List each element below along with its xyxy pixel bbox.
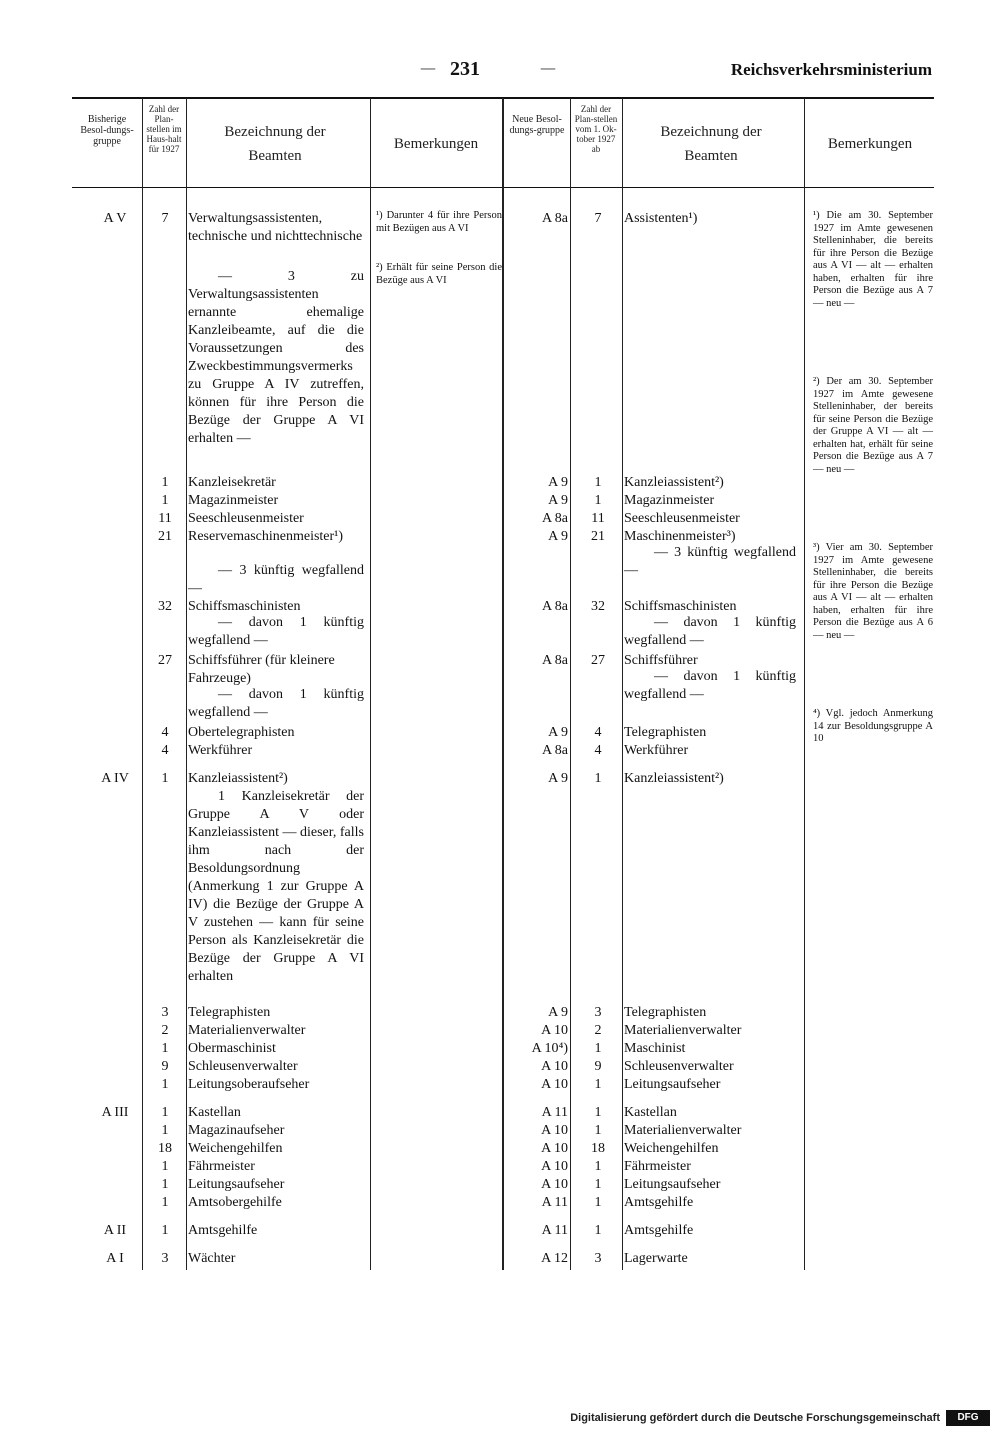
cell-new-count: 1	[594, 1159, 602, 1174]
cell-old-count: 1	[161, 1123, 169, 1138]
cell-new-count: 7	[594, 211, 602, 226]
cell-new-count: 3	[594, 1251, 602, 1266]
cell-new-count: 4	[594, 725, 602, 740]
header-old-remarks: Bemerkungen	[393, 136, 479, 152]
cell-old-group: A III	[101, 1105, 129, 1120]
cell-old-count: 3	[161, 1005, 169, 1020]
cell-old-desc: Materialienverwalter	[188, 1023, 306, 1038]
cell-old-count: 2	[161, 1023, 169, 1038]
remark-new-4: ⁴) Vgl. jedoch Anmerkung 14 zur Besoldungsgruppe A 10	[813, 708, 933, 744]
remark-old-1: ¹) Darunter 4 für ihre Person mit Bezügen aus A VI	[376, 210, 502, 234]
cell-new-count: 27	[591, 653, 605, 668]
cell-old-count: 32	[158, 599, 172, 614]
cell-old-count: 7	[161, 211, 169, 226]
subnote-schiffsfuehrer-new: — davon 1 künftig wegfallend —	[624, 669, 796, 702]
cell-old-count: 4	[161, 743, 169, 758]
column-divider	[622, 98, 623, 1270]
cell-new-count: 1	[594, 475, 602, 490]
running-title: Reichsverkehrsministerium	[730, 60, 932, 79]
cell-new-desc: Maschinist	[624, 1041, 686, 1056]
dash-right: —	[540, 58, 556, 77]
cell-old-group: A V	[103, 211, 127, 226]
cell-old-desc: Schleusenverwalter	[188, 1059, 298, 1074]
cell-old-desc: Telegraphisten	[188, 1005, 271, 1020]
cell-old-desc: Schiffsmaschinisten	[188, 599, 301, 614]
cell-old-desc: Magazinmeister	[188, 493, 279, 508]
cell-old-count: 3	[161, 1251, 169, 1266]
cell-old-count: 4	[161, 725, 169, 740]
cell-new-count: 9	[594, 1059, 602, 1074]
cell-new-group: A 9	[548, 493, 568, 508]
remark-old-2: ²) Erhält für seine Person die Bezüge aus A VI	[376, 262, 502, 286]
footer-text: Digitalisierung gefördert durch die Deutsche Forschungsgemeinschaft	[570, 1412, 940, 1424]
cell-new-count: 2	[594, 1023, 602, 1038]
cell-new-count: 1	[594, 771, 602, 786]
cell-old-desc: Obermaschinist	[188, 1041, 276, 1056]
cell-old-count: 18	[158, 1141, 172, 1156]
cell-new-group: A 10	[541, 1059, 568, 1074]
subnote-schiffsmaschinisten-new: — davon 1 künftig wegfallend —	[624, 615, 796, 648]
column-divider	[570, 98, 571, 1270]
subnote-schiffsfuehrer: — davon 1 künftig wegfallend —	[188, 687, 364, 720]
cell-new-count: 18	[591, 1141, 605, 1156]
cell-new-desc: Seeschleusenmeister	[624, 511, 740, 526]
cell-old-count: 1	[161, 1105, 169, 1120]
cell-new-group: A 10	[541, 1159, 568, 1174]
cell-new-desc: Kastellan	[624, 1105, 677, 1120]
cell-old-desc: Fährmeister	[188, 1159, 255, 1174]
cell-new-count: 4	[594, 743, 602, 758]
cell-new-desc: Schleusenverwalter	[624, 1059, 734, 1074]
cell-new-group: A 10⁴)	[531, 1041, 568, 1056]
cell-new-group: A 9	[548, 725, 568, 740]
cell-old-count: 1	[161, 1195, 169, 1210]
cell-new-count: 1	[594, 1123, 602, 1138]
cell-old-desc: Amtsgehilfe	[188, 1223, 258, 1238]
cell-new-desc: Schiffsführer	[624, 653, 698, 668]
cell-new-group: A 11	[541, 1223, 568, 1238]
cell-new-group: A 8a	[541, 653, 568, 668]
cell-new-desc: Leitungsaufseher	[624, 1177, 721, 1192]
subnote-av: — 3 zu Verwaltungsassistenten ernannte ehemalige Kanzleibeamte, auf die die Voraussetzungen des Zweckbestimmungsvermerks zu Gruppe A IV zutreffen, können für ihre Person die Bezüge der Gruppe A VI erhalten —	[188, 269, 364, 446]
header-new-desc: Bezeichnung der Beamten	[660, 124, 762, 164]
cell-new-count: 1	[594, 1223, 602, 1238]
cell-old-group: A IV	[101, 771, 129, 786]
dfg-logo: DFG	[946, 1410, 990, 1426]
cell-old-desc: Leitungsaufseher	[188, 1177, 285, 1192]
cell-old-desc: Leitungsoberaufseher	[188, 1077, 310, 1092]
cell-old-count: 9	[161, 1059, 169, 1074]
column-divider	[370, 98, 371, 1270]
cell-old-desc: Magazinaufseher	[188, 1123, 285, 1138]
cell-new-count: 11	[591, 511, 605, 526]
cell-new-group: A 9	[548, 771, 568, 786]
subnote-maschinenmeister-new: — 3 künftig wegfallend —	[624, 545, 796, 578]
cell-new-group: A 10	[541, 1141, 568, 1156]
column-divider	[142, 98, 143, 1270]
cell-new-desc: Maschinenmeister³)	[624, 529, 736, 544]
cell-old-count: 11	[158, 511, 172, 526]
page-number: 231	[450, 58, 480, 80]
cell-new-group: A 10	[541, 1077, 568, 1092]
cell-new-count: 1	[594, 1041, 602, 1056]
cell-new-group: A 8a	[541, 599, 568, 614]
cell-old-desc: Seeschleusenmeister	[188, 511, 304, 526]
header-old-desc: Bezeichnung der Beamten	[224, 124, 326, 164]
remark-new-3: ³) Vier am 30. September 1927 im Amte gewesene Stelleninhaber, die bereits für ihre Person die Bezüge aus A VI — alt — erhalten haben, erhalten für ihre Person die Bezüge aus A 6 — neu —	[813, 542, 933, 641]
cell-old-count: 1	[161, 771, 169, 786]
cell-new-count: 1	[594, 493, 602, 508]
cell-new-group: A 11	[541, 1195, 568, 1210]
cell-new-group: A 10	[541, 1123, 568, 1138]
cell-new-desc: Schiffsmaschinisten	[624, 599, 737, 614]
cell-old-desc: Obertelegraphisten	[188, 725, 295, 740]
cell-old-desc: Wächter	[188, 1251, 236, 1266]
page-header	[0, 58, 1000, 88]
cell-new-desc: Amtsgehilfe	[624, 1223, 694, 1238]
cell-new-desc: Magazinmeister	[624, 493, 715, 508]
cell-new-desc: Materialienverwalter	[624, 1123, 742, 1138]
subnote-kanzlei: 1 Kanzleisekretär der Gruppe A V oder Kanzleiassistent — dieser, falls ihm nach der Besoldungsordnung (Anmerkung 1 zur Gruppe A IV) die Bezüge der Gruppe A V zustehen — kann für seine Person als Kanzleisekretär die Bezüge der Gruppe A VI erhalten	[188, 789, 364, 984]
cell-new-desc: Lagerwarte	[624, 1251, 688, 1266]
column-divider	[804, 98, 805, 1270]
subnote-schiffsmaschinisten: — davon 1 künftig wegfallend —	[188, 615, 364, 648]
remark-new-1: ¹) Die am 30. September 1927 im Amte gewesenen Stelleninhaber, die bereits für ihre Person die Bezüge aus A VI — alt — erhalten haben, erhalten für ihre Person die Bezüge aus A 7 — neu —	[813, 210, 933, 309]
header-new-remarks: Bemerkungen	[827, 136, 913, 152]
cell-old-desc: Kastellan	[188, 1105, 241, 1120]
dash-left: —	[420, 58, 436, 77]
cell-old-desc: Kanzleiassistent²)	[188, 771, 288, 786]
cell-new-desc: Kanzleiassistent²)	[624, 771, 724, 786]
cell-new-desc: Werkführer	[624, 743, 689, 758]
cell-old-desc: Werkführer	[188, 743, 253, 758]
cell-old-count: 21	[158, 529, 172, 544]
header-old-count: Zahl der Plan-stellen im Haus-halt für 1927	[146, 104, 182, 154]
cell-old-group: A II	[103, 1223, 127, 1238]
cell-old-desc: Reservemaschinenmeister¹)	[188, 529, 344, 544]
cell-old-group: A I	[106, 1251, 124, 1266]
cell-new-desc: Fährmeister	[624, 1159, 691, 1174]
header-old-group: Bisherige Besol-dungs-gruppe	[80, 114, 134, 147]
cell-old-desc: Amtsobergehilfe	[188, 1195, 282, 1210]
cell-old-desc: Weichengehilfen	[188, 1141, 283, 1156]
cell-new-group: A 9	[548, 475, 568, 490]
cell-new-desc: Leitungsaufseher	[624, 1077, 721, 1092]
remark-new-2: ²) Der am 30. September 1927 im Amte gewesene Stelleninhaber, der bereits für seine Person die Bezüge der Gruppe A VI — alt — erhalten hat, erhält für seine Person die Bezüge aus A 7 — neu —	[813, 376, 933, 475]
cell-new-group: A 9	[548, 529, 568, 544]
column-divider-center	[502, 98, 504, 1270]
cell-new-count: 3	[594, 1005, 602, 1020]
cell-new-desc: Weichengehilfen	[624, 1141, 719, 1156]
subnote-reserve: — 3 künftig wegfallend —	[188, 563, 364, 596]
cell-old-count: 1	[161, 493, 169, 508]
cell-new-desc: Telegraphisten	[624, 1005, 707, 1020]
cell-old-count: 1	[161, 1177, 169, 1192]
cell-old-count: 1	[161, 1077, 169, 1092]
cell-old-desc: Verwaltungsassistenten, technische und nichttechnische	[188, 211, 363, 244]
cell-new-desc: Kanzleiassistent²)	[624, 475, 724, 490]
cell-new-desc: Amtsgehilfe	[624, 1195, 694, 1210]
cell-new-desc: Assistenten¹)	[624, 211, 698, 226]
cell-old-desc: Schiffsführer (für kleinere Fahrzeuge)	[188, 653, 335, 686]
cell-new-count: 1	[594, 1195, 602, 1210]
cell-new-group: A 8a	[541, 211, 568, 226]
column-divider	[186, 98, 187, 1270]
header-new-group: Neue Besol-dungs-gruppe	[509, 114, 565, 136]
cell-old-count: 1	[161, 1223, 169, 1238]
cell-new-count: 21	[591, 529, 605, 544]
cell-new-desc: Telegraphisten	[624, 725, 707, 740]
cell-new-group: A 8a	[541, 511, 568, 526]
cell-old-count: 27	[158, 653, 172, 668]
cell-new-group: A 10	[541, 1023, 568, 1038]
cell-new-group: A 12	[541, 1251, 568, 1266]
cell-new-group: A 8a	[541, 743, 568, 758]
header-new-count: Zahl der Plan-stellen vom 1. Ok-tober 1927 ab	[574, 104, 618, 154]
cell-new-group: A 10	[541, 1177, 568, 1192]
cell-old-count: 1	[161, 475, 169, 490]
cell-old-count: 1	[161, 1041, 169, 1056]
cell-old-desc: Kanzleisekretär	[188, 475, 276, 490]
cell-new-desc: Materialienverwalter	[624, 1023, 742, 1038]
cell-new-count: 1	[594, 1105, 602, 1120]
cell-new-count: 32	[591, 599, 605, 614]
cell-new-group: A 9	[548, 1005, 568, 1020]
cell-old-count: 1	[161, 1159, 169, 1174]
cell-new-count: 1	[594, 1177, 602, 1192]
cell-new-count: 1	[594, 1077, 602, 1092]
cell-new-group: A 11	[541, 1105, 568, 1120]
